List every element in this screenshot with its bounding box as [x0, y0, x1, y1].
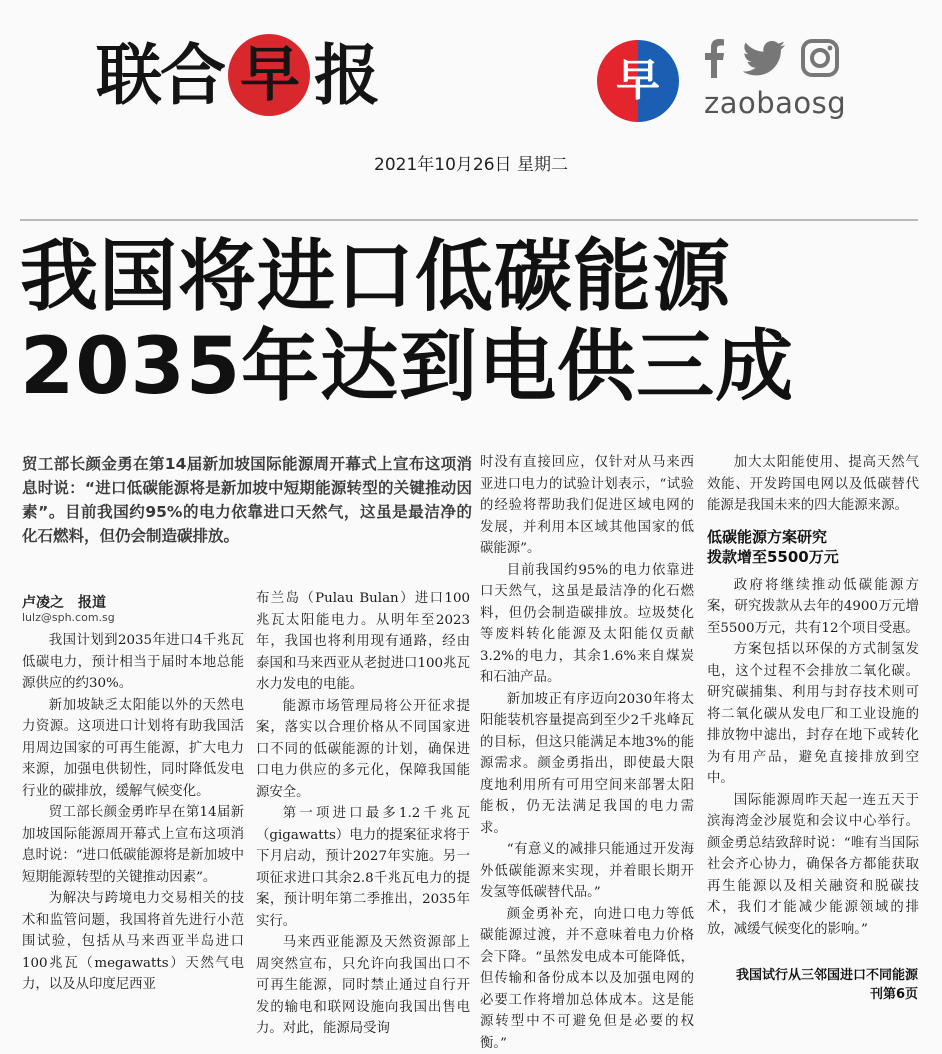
paragraph: 为解决与跨境电力交易相关的技术和监管问题，我国将首先进行小范围试验，包括从马来西亚半岛进口100兆瓦（megawatts）天然气电力，以及从印度尼西亚: [22, 888, 244, 996]
paragraph: 国际能源周昨天起一连五天于滨海湾金沙展览和会议中心举行。颜金勇总结致辞时说：“唯有当国际社会齐心协力，确保各方都能获取再生能源以及相关融资和脱碳技术，我们才能减少能源领域的排放，减缓气候变化的影响。”: [707, 790, 919, 941]
continued-on-page[interactable]: [700, 966, 918, 1004]
paragraph: 新加坡正有序迈向2030年将太阳能装机容量提高到至少2千兆峰瓦的目标，但这只能满足本地3%的能源需求。颜金勇指出，即使最大限度地利用所有可用空间来部署太阳能板，仍无法满足我国的电力需求。: [480, 689, 694, 840]
issue-date: 2021年10月26日 星期二: [0, 150, 942, 175]
facebook-icon[interactable]: [700, 38, 728, 78]
paragraph: 能源市场管理局将公开征求提案，落实以合理价格从不同国家进口不同的低碳能源的计划，确保进口电力供应的多元化，保障我国能源安全。: [256, 696, 470, 804]
headline-line-1: 我国将进口低碳能源: [20, 232, 920, 322]
social-handle[interactable]: zaobaosg: [704, 86, 846, 120]
subhead-line-2: 拨款增至5500万元: [707, 547, 919, 567]
byline-email[interactable]: lulz@sph.com.sg: [22, 611, 242, 624]
jump-title: 我国试行从三邻国进口不同能源: [700, 966, 918, 985]
jump-page: 刊第6页: [700, 985, 918, 1004]
masthead-divider: [20, 219, 918, 221]
article-column-2: [256, 588, 470, 1040]
paragraph: 政府将继续推动低碳能源方案，研究拨款从去年的4900万元增至5500万元，共有12个项目受惠。: [707, 575, 919, 640]
paragraph: 目前我国约95%的电力依靠进口天然气，这虽是最洁净的化石燃料，但仍会制造碳排放。垃圾焚化等废料转化能源及太阳能仅贡献3.2%的电力，其余1.6%来自煤炭和石油产品。: [480, 560, 694, 689]
logo-char-2: 合: [160, 30, 224, 120]
paragraph: 方案包括以环保的方式制氢发电，这个过程不会排放二氧化碳。研究碳捕集、利用与封存技术则可将二氧化碳从发电厂和工业设施的排放物中滤出，封存在地下或转化为有用产品，避免直接排放到空中。: [707, 639, 919, 790]
zaobao-badge-icon[interactable]: [597, 40, 679, 122]
lead-paragraph: 贸工部长颜金勇在第14届新加坡国际能源周开幕式上宣布这项消息时说：“进口低碳能源将是新加坡中短期能源转型的关键推动因素”。目前我国约95%的电力依靠进口天然气，这虽是最洁净的化石燃料，但仍会制造碳排放。: [22, 452, 472, 548]
zaobao-logo[interactable]: [96, 30, 378, 120]
headline: [20, 232, 920, 412]
social-links: [700, 38, 850, 78]
paragraph: 布兰岛（Pulau Bulan）进口100兆瓦太阳能电力。从明年至2023年，我国也将利用现有通路，经由泰国和马来西亚从老挝进口100兆瓦水力发电的电能。: [256, 588, 470, 696]
masthead: [0, 0, 942, 150]
paragraph: 加大太阳能使用、提高天然气效能、开发跨国电网以及低碳替代能源是我国未来的四大能源来源。: [707, 452, 919, 517]
instagram-icon[interactable]: [800, 38, 840, 78]
twitter-icon[interactable]: [742, 38, 786, 78]
byline-author: 卢凌之 报道: [22, 592, 242, 612]
section-subhead: [707, 527, 919, 567]
article-column-1: [22, 630, 244, 996]
paragraph: 我国计划到2035年进口4千兆瓦低碳电力，预计相当于届时本地总能源供应的约30%。: [22, 630, 244, 695]
paragraph: “有意义的减排只能通过开发海外低碳能源来实现，并着眼长期开发氢等低碳替代品。”: [480, 839, 694, 904]
badge-char: 早: [597, 40, 679, 122]
article-column-3: [480, 452, 694, 1054]
paragraph: 时没有直接回应，仅针对从马来西亚进口电力的试验计划表示，“试验的经验将帮助我们促进区域电网的发展，并利用本区域其他国家的低碳能源”。: [480, 452, 694, 560]
paragraph: 马来西亚能源及天然资源部上周突然宣布，只允许向我国出口不可再生能源，同时禁止通过自行开发的输电和联网设施向我国出售电力。对此，能源局受询: [256, 932, 470, 1040]
logo-char-4: 报: [314, 30, 378, 120]
subhead-line-1: 低碳能源方案研究: [707, 527, 919, 547]
article-column-4: [707, 452, 919, 940]
paragraph: 第一项进口最多1.2千兆瓦（gigawatts）电力的提案征求将于下月启动，预计2027年实施。另一项征求进口其余2.8千兆瓦电力的提案，预计明年第二季推出，2035年实行。: [256, 803, 470, 932]
headline-line-2: 2035年达到电供三成: [20, 322, 920, 412]
logo-char-3: 早: [228, 34, 310, 116]
paragraph: 新加坡缺乏太阳能以外的天然电力资源。这项进口计划将有助我国活用周边国家的可再生能源，扩大电力来源，加强电供韧性，同时降低发电行业的碳排放，缓解气候变化。: [22, 695, 244, 803]
paragraph: 颜金勇补充，向进口电力等低碳能源过渡，并不意味着电力价格会下降。“虽然发电成本可能降低，但传输和备份成本以及加强电网的必要工作将增加总体成本。这是能源转型中不可避免但是必要的权衡。”: [480, 904, 694, 1054]
paragraph: 贸工部长颜金勇昨早在第14届新加坡国际能源周开幕式上宣布这项消息时说：“进口低碳能源将是新加坡中短期能源转型的关键推动因素”。: [22, 802, 244, 888]
logo-char-1: 联: [96, 30, 160, 120]
